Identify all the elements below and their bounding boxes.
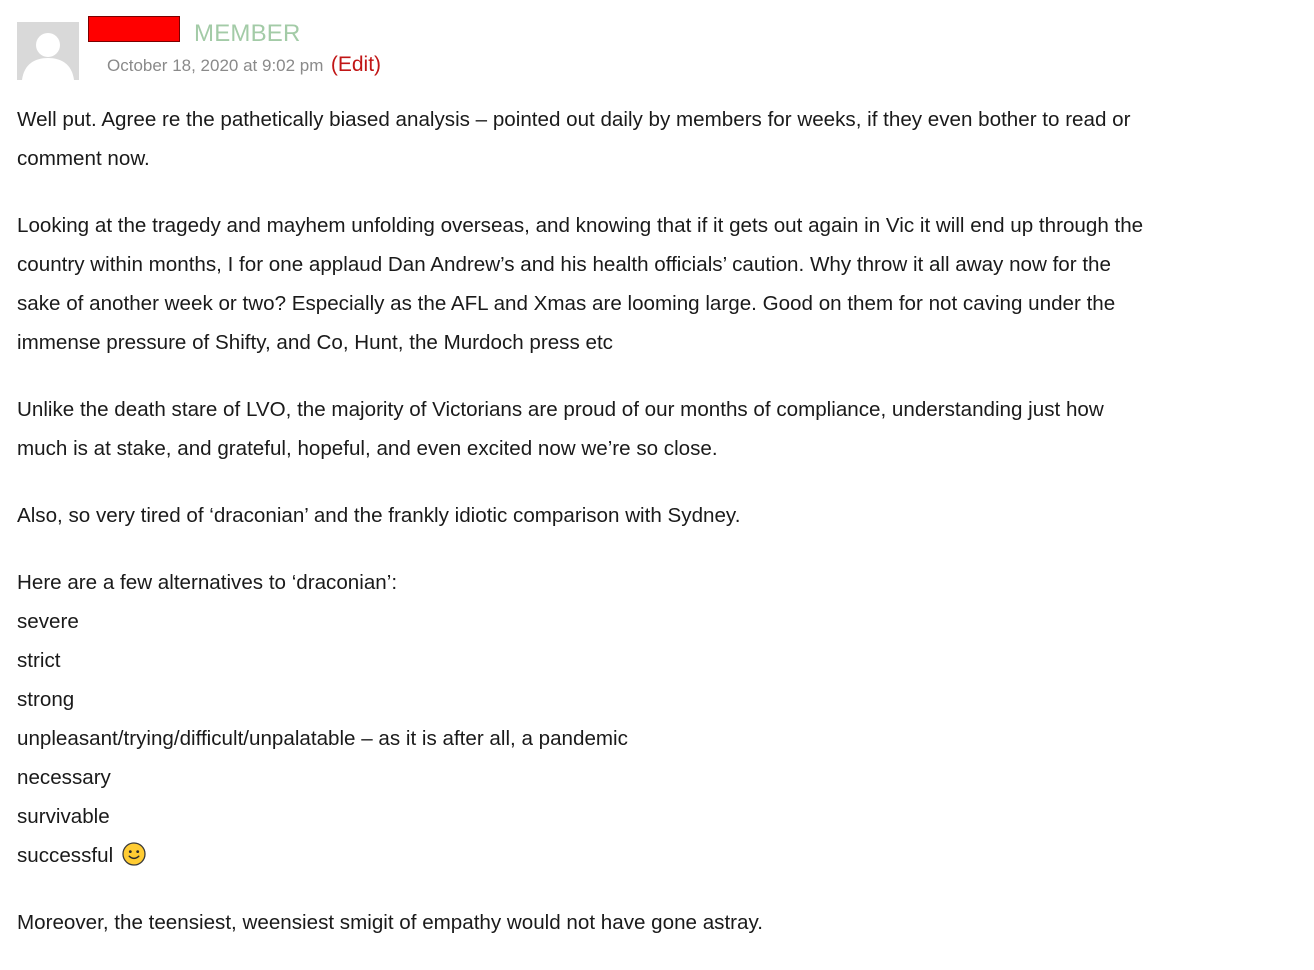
author-role-badge: MEMBER [194, 20, 301, 47]
comment-closing [17, 903, 1313, 942]
paragraph-line: Moreover, the teensiest, weensiest smigit of empathy would not have gone astray. [17, 911, 763, 934]
paragraph-line: Unlike the death stare of LVO, the majority of Victorians are proud of our months of compliance, understanding just how [17, 398, 1104, 421]
comment-paragraph-2 [17, 206, 1313, 362]
comment-paragraph-1 [17, 100, 1313, 178]
comment-date-link[interactable]: October 18, 2020 at 9:02 pm [107, 56, 324, 75]
paragraph-line: Looking at the tragedy and mayhem unfolding overseas, and knowing that if it gets out again in Vic it will end up through the [17, 214, 1144, 237]
comment-paragraph-3 [17, 390, 1313, 468]
edit-link[interactable]: (Edit) [330, 53, 382, 76]
alternative-item: survivable [17, 805, 110, 828]
paragraph-line: comment now. [17, 147, 150, 170]
paragraph-line: sake of another week or two? Especially as the AFL and Xmas are looming large. Good on them for not caving under the [17, 292, 1116, 315]
slightly-smiling-face-icon [122, 842, 146, 866]
paragraph-line: much is at stake, and grateful, hopeful, and even excited now we’re so close. [17, 437, 718, 460]
alternative-item: successful [17, 844, 114, 867]
alternatives-intro: Here are a few alternatives to ‘draconian’: [17, 571, 398, 594]
alternative-item: unpleasant/trying/difficult/unpalatable – as it is after all, a pandemic [17, 727, 628, 750]
alternative-item: necessary [17, 766, 111, 789]
default-avatar-icon [17, 22, 79, 80]
paragraph-line: Also, so very tired of ‘draconian’ and the frankly idiotic comparison with Sydney. [17, 504, 741, 527]
alternative-item: strict [17, 649, 61, 672]
redacted-author-name [88, 16, 180, 42]
avatar [17, 22, 79, 80]
alternative-item: strong [17, 688, 75, 711]
alternative-item-with-emoji [17, 836, 1313, 875]
alternative-item: severe [17, 610, 79, 633]
paragraph-line: Well put. Agree re the pathetically biased analysis – pointed out daily by members for weeks, if they even bother to read or [17, 108, 1131, 131]
comment-header [17, 14, 1297, 84]
paragraph-line: immense pressure of Shifty, and Co, Hunt, the Murdoch press etc [17, 331, 613, 354]
comment-meta [107, 52, 381, 80]
comment-paragraph-4 [17, 496, 1313, 535]
comment-body [17, 100, 1313, 970]
paragraph-line: country within months, I for one applaud Dan Andrew’s and his health officials’ caution. Why throw it all away now for the [17, 253, 1111, 276]
alternatives-list [17, 563, 1313, 875]
